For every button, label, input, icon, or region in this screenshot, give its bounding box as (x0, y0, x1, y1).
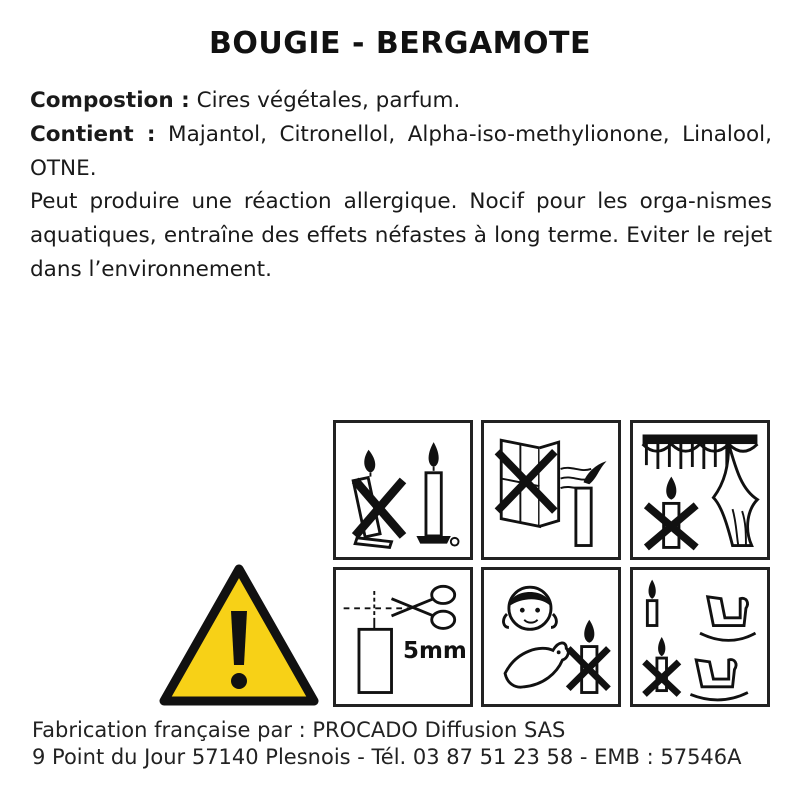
product-title: BOUGIE - BERGAMOTE (209, 26, 591, 61)
contains-value: Majantol, Citronellol, Alpha-iso-methylionone, Linalool, OTNE. (30, 122, 772, 181)
no-draft-icon (481, 420, 621, 560)
candle-holder-upright-icon (333, 420, 473, 560)
keep-from-children-pets-icon (481, 567, 621, 707)
contains-line (30, 118, 772, 186)
wick-length-label: 5mm (403, 638, 467, 665)
address-line: 9 Point du Jour 57140 Plesnois - Tél. 03 87 51 23 58 - EMB : 57546A (32, 745, 742, 769)
trim-wick-icon (333, 567, 473, 707)
no-curtain-icon (630, 420, 770, 560)
manufacturer-line: Fabrication française par : PROCADO Diffusion SAS (32, 718, 566, 742)
warning-paragraph: Peut produire une réaction allergique. Nocif pour les orga-nismes aquatiques, entraîne des effets néfastes à long terme. Eviter le rejet dans l’environnement. (30, 189, 772, 282)
warning-triangle-icon (158, 563, 320, 707)
safety-pictograms (333, 420, 770, 707)
not-near-furniture-icon (630, 567, 770, 707)
composition-label: Compostion : (30, 88, 190, 113)
composition-line (30, 84, 772, 118)
composition-value: Cires végétales, parfum. (196, 88, 461, 113)
contains-label: Contient : (30, 122, 156, 147)
